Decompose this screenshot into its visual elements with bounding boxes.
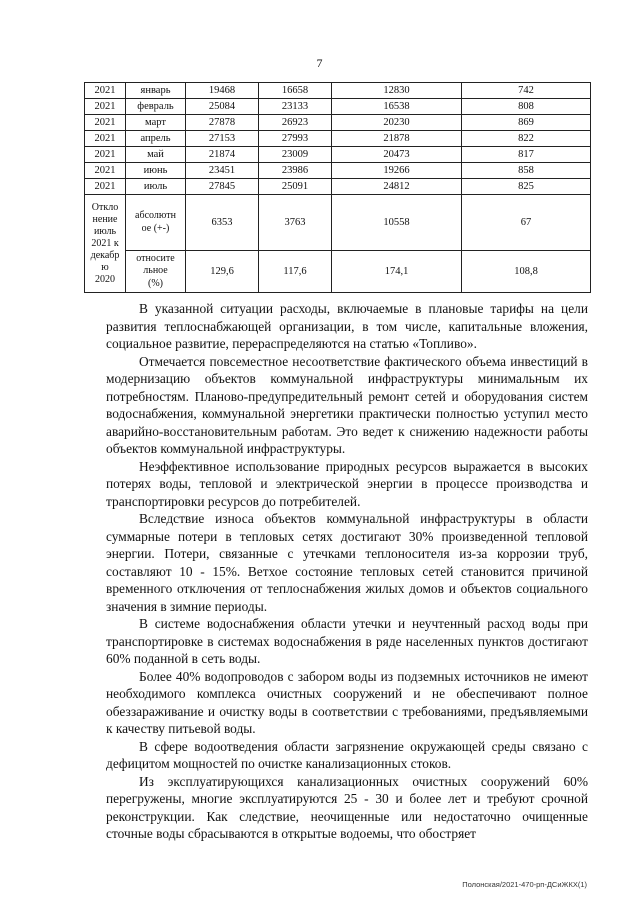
cell-relative-c1: 129,6 — [186, 251, 259, 293]
table-row — [85, 83, 591, 99]
cell-year: 2021 — [85, 83, 126, 99]
cell-c1: 23451 — [186, 163, 259, 179]
cell-c1: 25084 — [186, 99, 259, 115]
deviation-label-line: ю — [101, 261, 109, 273]
cell-month: апрель — [126, 131, 186, 147]
cell-c1: 27878 — [186, 115, 259, 131]
table-body — [85, 83, 591, 293]
cell-c4: 808 — [462, 99, 591, 115]
cell-c3: 16538 — [332, 99, 462, 115]
deviation-label — [85, 195, 126, 293]
absolute-label — [126, 195, 186, 251]
body-text — [106, 300, 588, 843]
relative-label-line: (%) — [148, 277, 163, 289]
paragraph: В системе водоснабжения области утечки и неучтенный расход воды при транспортировке в системах водоснабжения в ряде населенных пунктов достигают 60% поданной в сеть воды. — [106, 616, 588, 666]
footer-document-code: Полонская/2021-470-рп-ДСиЖКХ(1) — [462, 880, 587, 889]
cell-year: 2021 — [85, 163, 126, 179]
deviation-label-line: 2021 к — [91, 237, 119, 249]
cell-absolute-c4: 67 — [462, 195, 591, 251]
cell-c3: 21878 — [332, 131, 462, 147]
cell-month: январь — [126, 83, 186, 99]
deviation-label-line: декабр — [90, 249, 120, 261]
paragraph: Вследствие износа объектов коммунальной инфраструктуры в области суммарные потери в тепловых сетях достигают 30% произведенной тепловой энергии. Потери, связанные с утечками теплоносителя из-за коррозии труб, составляют 10 - 15%. Ветхое состояние тепловых сетей становится причиной временного отключения от теплоснабжения жилых домов и объектов социального значения в зимние периоды. — [106, 511, 588, 614]
cell-c2: 26923 — [259, 115, 332, 131]
table-row — [85, 99, 591, 115]
cell-c2: 23133 — [259, 99, 332, 115]
paragraph: Более 40% водопроводов с забором воды из подземных источников не имеют необходимого комплекса очистных сооружений и не обеспечивают полное обеззараживание и очистку воды в соответствии с требованиями, предъявляемыми к качеству питьевой воды. — [106, 668, 588, 736]
cell-c3: 12830 — [332, 83, 462, 99]
paragraph: В указанной ситуации расходы, включаемые в плановые тарифы на цели развития теплоснабжающей организации, в том числе, капитальные вложения, социальное развитие, перераспределяются на статью «Топливо». — [106, 301, 588, 351]
paragraph: Неэффективное использование природных ресурсов выражается в высоких потерях воды, тепловой и электрической энергии в процессе производства и транспортировки ресурсов до потребителей. — [106, 458, 588, 509]
cell-c4: 825 — [462, 179, 591, 195]
cell-c4: 742 — [462, 83, 591, 99]
absolute-label-line: ое (+-) — [141, 222, 170, 234]
cell-c2: 23009 — [259, 147, 332, 163]
cell-c2: 27993 — [259, 131, 332, 147]
cell-month: февраль — [126, 99, 186, 115]
relative-label-line: относите — [136, 252, 175, 264]
table-row — [85, 131, 591, 147]
cell-absolute-c1: 6353 — [186, 195, 259, 251]
table-row — [85, 163, 591, 179]
deviation-label-line: июль — [93, 225, 117, 237]
cell-relative-c4: 108,8 — [462, 251, 591, 293]
relative-label — [126, 251, 186, 293]
paragraph: Из эксплуатирующихся канализационных очистных сооружений 60% перегружены, многие эксплуатируются 25 - 30 и более лет и требуют срочной реконструкции. Как следствие, неочищенные или недостаточно очищенные сточные воды сбрасываются в открытые водоемы, что обостряет — [106, 773, 588, 841]
cell-year: 2021 — [85, 115, 126, 131]
cell-month: март — [126, 115, 186, 131]
deviation-label-line: 2020 — [95, 273, 115, 285]
cell-c2: 25091 — [259, 179, 332, 195]
cell-c4: 858 — [462, 163, 591, 179]
table-row-deviation-relative — [85, 251, 591, 293]
cell-relative-c2: 117,6 — [259, 251, 332, 293]
monthly-data-table — [84, 82, 591, 293]
cell-absolute-c2: 3763 — [259, 195, 332, 251]
cell-relative-c3: 174,1 — [332, 251, 462, 293]
cell-c1: 27845 — [186, 179, 259, 195]
cell-c1: 21874 — [186, 147, 259, 163]
cell-absolute-c3: 10558 — [332, 195, 462, 251]
table-row — [85, 147, 591, 163]
cell-c2: 16658 — [259, 83, 332, 99]
cell-c1: 27153 — [186, 131, 259, 147]
cell-c4: 817 — [462, 147, 591, 163]
cell-c4: 869 — [462, 115, 591, 131]
table-row — [85, 115, 591, 131]
cell-year: 2021 — [85, 131, 126, 147]
page-number: 7 — [316, 56, 323, 70]
cell-c3: 19266 — [332, 163, 462, 179]
cell-c2: 23986 — [259, 163, 332, 179]
cell-year: 2021 — [85, 147, 126, 163]
deviation-label-line: Откло — [91, 201, 119, 213]
cell-c3: 24812 — [332, 179, 462, 195]
relative-label-line: льное — [143, 265, 168, 277]
table-row-deviation-absolute — [85, 195, 591, 251]
paragraph: В сфере водоотведения области загрязнение окружающей среды связано с дефицитом мощностей по очистке канализационных стоков. — [106, 738, 588, 771]
cell-c3: 20473 — [332, 147, 462, 163]
paragraph: Отмечается повсеместное несоответствие фактического объема инвестиций в модернизацию объектов коммунальной инфраструктуры минимальным их потребностям. Планово-предупредительный ремонт сетей и оборудования систем водоснабжения, коммунальной энергетики практически полностью уступил место аварийно-восстановительным работам. Это ведет к снижению надежности работы объектов коммунальной инфраструктуры. — [106, 353, 588, 456]
table-row — [85, 179, 591, 195]
deviation-label-line: нение — [92, 213, 118, 225]
cell-c4: 822 — [462, 131, 591, 147]
cell-c3: 20230 — [332, 115, 462, 131]
absolute-label-line: абсолютн — [135, 210, 176, 221]
cell-month: май — [126, 147, 186, 163]
cell-year: 2021 — [85, 99, 126, 115]
cell-month: июль — [126, 179, 186, 195]
cell-c1: 19468 — [186, 83, 259, 99]
cell-month: июнь — [126, 163, 186, 179]
cell-year: 2021 — [85, 179, 126, 195]
